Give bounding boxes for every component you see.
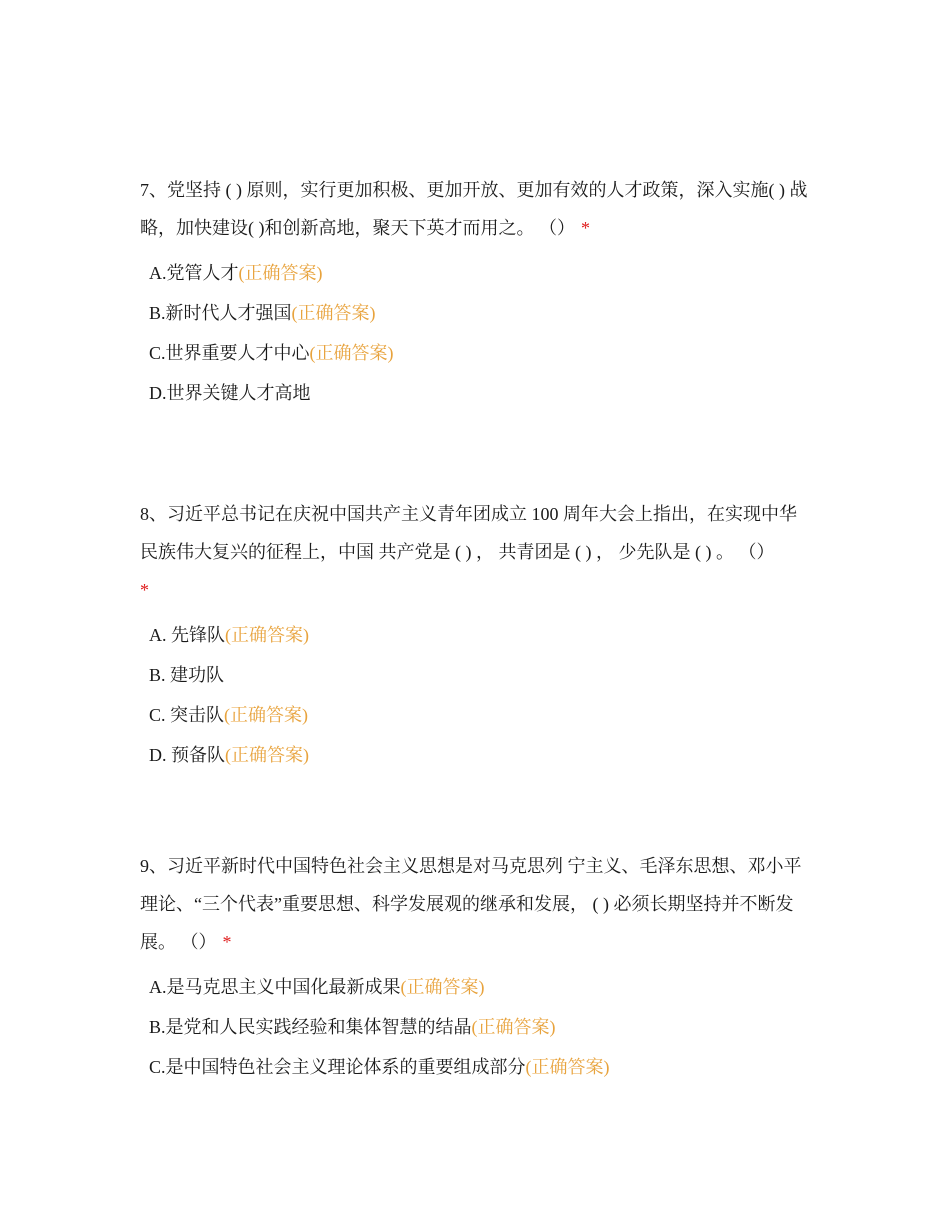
correct-answer-label: (正确答案) xyxy=(400,977,485,997)
option-text: A.党管人才 xyxy=(149,263,239,283)
option-text: B.是党和人民实践经验和集体智慧的结晶 xyxy=(149,1017,472,1037)
question-8 xyxy=(140,495,812,775)
option-text: C. 突击队 xyxy=(149,705,225,725)
question-stem-text: 9、习近平新时代中国特色社会主义思想是对马克思列 宁主义、毛泽东思想、邓小平理论、“三个代表”重要思想、科学发展观的继承和发展， ( ) 必须长期坚持并不断发展。 （） xyxy=(140,856,802,952)
required-star: * xyxy=(581,218,590,238)
correct-answer-label: (正确答案) xyxy=(471,1017,556,1037)
option-text: B.新时代人才强国 xyxy=(149,303,292,323)
option-b[interactable] xyxy=(149,655,812,695)
correct-answer-label: (正确答案) xyxy=(225,625,309,645)
option-list xyxy=(149,615,812,775)
option-d[interactable] xyxy=(149,735,812,775)
required-star: * xyxy=(140,580,149,600)
option-text: C.是中国特色社会主义理论体系的重要组成部分 xyxy=(149,1057,526,1077)
option-text: B. 建功队 xyxy=(149,665,225,685)
option-list xyxy=(149,967,812,1087)
option-text: A.是马克思主义中国化最新成果 xyxy=(149,977,401,997)
option-a[interactable] xyxy=(149,253,812,293)
option-text: A. 先锋队 xyxy=(149,625,225,645)
required-star: * xyxy=(222,932,232,952)
option-text: D. 预备队 xyxy=(149,745,225,765)
option-c[interactable] xyxy=(149,695,812,735)
option-d[interactable] xyxy=(149,373,812,413)
option-b[interactable] xyxy=(149,1007,812,1047)
option-a[interactable] xyxy=(149,967,812,1007)
option-list xyxy=(149,253,812,413)
correct-answer-label: (正确答案) xyxy=(224,705,309,725)
question-stem-text: 8、习近平总书记在庆祝中国共产主义青年团成立 100 周年大会上指出，在实现中华民族伟大复兴的征程上，中国 共产党是 ( ) ， 共青团是 ( ) ， 少先队是 ( ) 。 （） xyxy=(140,504,797,562)
question-stem xyxy=(140,847,812,961)
option-c[interactable] xyxy=(149,1047,812,1087)
question-stem-text: 7、党坚持 ( ) 原则，实行更加积极、更加开放、更加有效的人才政策，深入实施( ) 战略，加快建设( )和创新高地，聚天下英才而用之。 （） xyxy=(140,180,808,238)
correct-answer-label: (正确答案) xyxy=(525,1057,610,1077)
question-stem xyxy=(140,171,812,247)
correct-answer-label: (正确答案) xyxy=(225,745,309,765)
question-stem xyxy=(140,495,812,609)
option-text: C.世界重要人才中心 xyxy=(149,343,310,363)
option-b[interactable] xyxy=(149,293,812,333)
question-9 xyxy=(140,847,812,1087)
option-a[interactable] xyxy=(149,615,812,655)
question-7 xyxy=(140,171,812,413)
correct-answer-label: (正确答案) xyxy=(309,343,394,363)
correct-answer-label: (正确答案) xyxy=(291,303,376,323)
option-text: D.世界关键人才高地 xyxy=(149,383,311,403)
option-c[interactable] xyxy=(149,333,812,373)
correct-answer-label: (正确答案) xyxy=(238,263,323,283)
